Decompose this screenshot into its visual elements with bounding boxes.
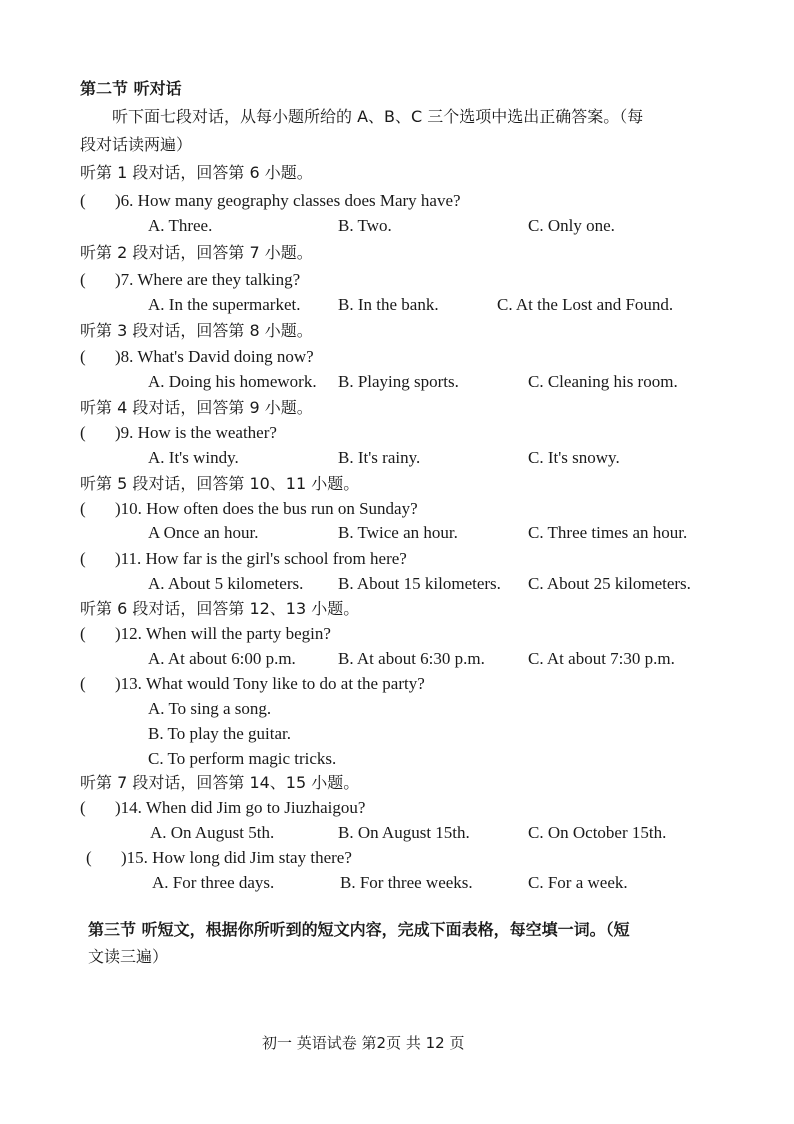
- dialog-header-3: 听第 3 段对话，回答第 8 小题。: [80, 321, 313, 340]
- option-15-a: A. For three days.: [152, 873, 275, 892]
- option-11-a: A. About 5 kilometers.: [148, 574, 304, 593]
- question-stem-12: )12. When will the party begin?: [115, 624, 331, 643]
- option-15-b: B. For three weeks.: [340, 873, 473, 892]
- option-14-b: B. On August 15th.: [338, 823, 470, 842]
- section2-instruction-line1: 听下面七段对话，从每小题所给的 A、B、C 三个选项中选出正确答案。（每: [112, 107, 644, 126]
- option-13-b: B. To play the guitar.: [148, 724, 291, 743]
- answer-paren-8[interactable]: (: [80, 347, 86, 366]
- option-6-c: C. Only one.: [528, 216, 615, 235]
- option-7-b: B. In the bank.: [338, 295, 439, 314]
- dialog-header-2: 听第 2 段对话，回答第 7 小题。: [80, 243, 313, 262]
- option-8-c: C. Cleaning his room.: [528, 372, 678, 391]
- option-8-a: A. Doing his homework.: [148, 372, 317, 391]
- option-6-b: B. Two.: [338, 216, 392, 235]
- option-13-c: C. To perform magic tricks.: [148, 749, 337, 768]
- option-12-b: B. At about 6:30 p.m.: [338, 649, 485, 668]
- option-10-c: C. Three times an hour.: [528, 523, 688, 542]
- answer-paren-14[interactable]: (: [80, 798, 86, 817]
- dialog-header-1: 听第 1 段对话，回答第 6 小题。: [80, 163, 313, 182]
- option-11-c: C. About 25 kilometers.: [528, 574, 691, 593]
- option-12-a: A. At about 6:00 p.m.: [148, 649, 296, 668]
- answer-paren-6[interactable]: (: [80, 191, 86, 210]
- answer-paren-12[interactable]: (: [80, 624, 86, 643]
- answer-paren-11[interactable]: (: [80, 549, 86, 568]
- option-14-c: C. On October 15th.: [528, 823, 667, 842]
- option-9-c: C. It's snowy.: [528, 448, 620, 467]
- option-12-c: C. At about 7:30 p.m.: [528, 649, 675, 668]
- section3-instruction-line2: 文读三遍）: [88, 947, 169, 966]
- page-footer: 初一 英语试卷 第2页 共 12 页: [262, 1034, 465, 1052]
- option-9-b: B. It's rainy.: [338, 448, 421, 467]
- answer-paren-13[interactable]: (: [80, 674, 86, 693]
- option-13-a: A. To sing a song.: [148, 699, 272, 718]
- option-7-a: A. In the supermarket.: [148, 295, 301, 314]
- option-10-a: A Once an hour.: [148, 523, 259, 542]
- section3-instruction-line1: 第三节 听短文，根据你所听到的短文内容，完成下面表格，每空填一词。（短: [88, 920, 630, 939]
- question-stem-10: )10. How often does the bus run on Sunday?: [115, 499, 418, 518]
- answer-paren-9[interactable]: (: [80, 423, 86, 442]
- dialog-header-7: 听第 7 段对话，回答第 14、15 小题。: [80, 773, 360, 792]
- question-stem-11: )11. How far is the girl's school from here?: [115, 549, 407, 568]
- answer-paren-7[interactable]: (: [80, 270, 86, 289]
- option-9-a: A. It's windy.: [148, 448, 239, 467]
- option-7-c: C. At the Lost and Found.: [497, 295, 674, 314]
- section2-instruction-line2: 段对话读两遍）: [80, 135, 193, 154]
- dialog-header-6: 听第 6 段对话，回答第 12、13 小题。: [80, 599, 360, 618]
- option-11-b: B. About 15 kilometers.: [338, 574, 501, 593]
- option-15-c: C. For a week.: [528, 873, 628, 892]
- question-stem-9: )9. How is the weather?: [115, 423, 277, 442]
- option-14-a: A. On August 5th.: [150, 823, 275, 842]
- answer-paren-10[interactable]: (: [80, 499, 86, 518]
- dialog-header-5: 听第 5 段对话，回答第 10、11 小题。: [80, 474, 360, 493]
- question-stem-15: )15. How long did Jim stay there?: [121, 848, 352, 867]
- option-6-a: A. Three.: [148, 216, 213, 235]
- answer-paren-15[interactable]: (: [86, 848, 92, 867]
- question-stem-6: )6. How many geography classes does Mary have?: [115, 191, 461, 210]
- question-stem-13: )13. What would Tony like to do at the party?: [115, 674, 425, 693]
- question-stem-14: )14. When did Jim go to Jiuzhaigou?: [115, 798, 366, 817]
- option-10-b: B. Twice an hour.: [338, 523, 458, 542]
- section2-title: 第二节 听对话: [80, 79, 182, 98]
- option-8-b: B. Playing sports.: [338, 372, 459, 391]
- question-stem-8: )8. What's David doing now?: [115, 347, 314, 366]
- question-stem-7: )7. Where are they talking?: [115, 270, 301, 289]
- dialog-header-4: 听第 4 段对话，回答第 9 小题。: [80, 398, 313, 417]
